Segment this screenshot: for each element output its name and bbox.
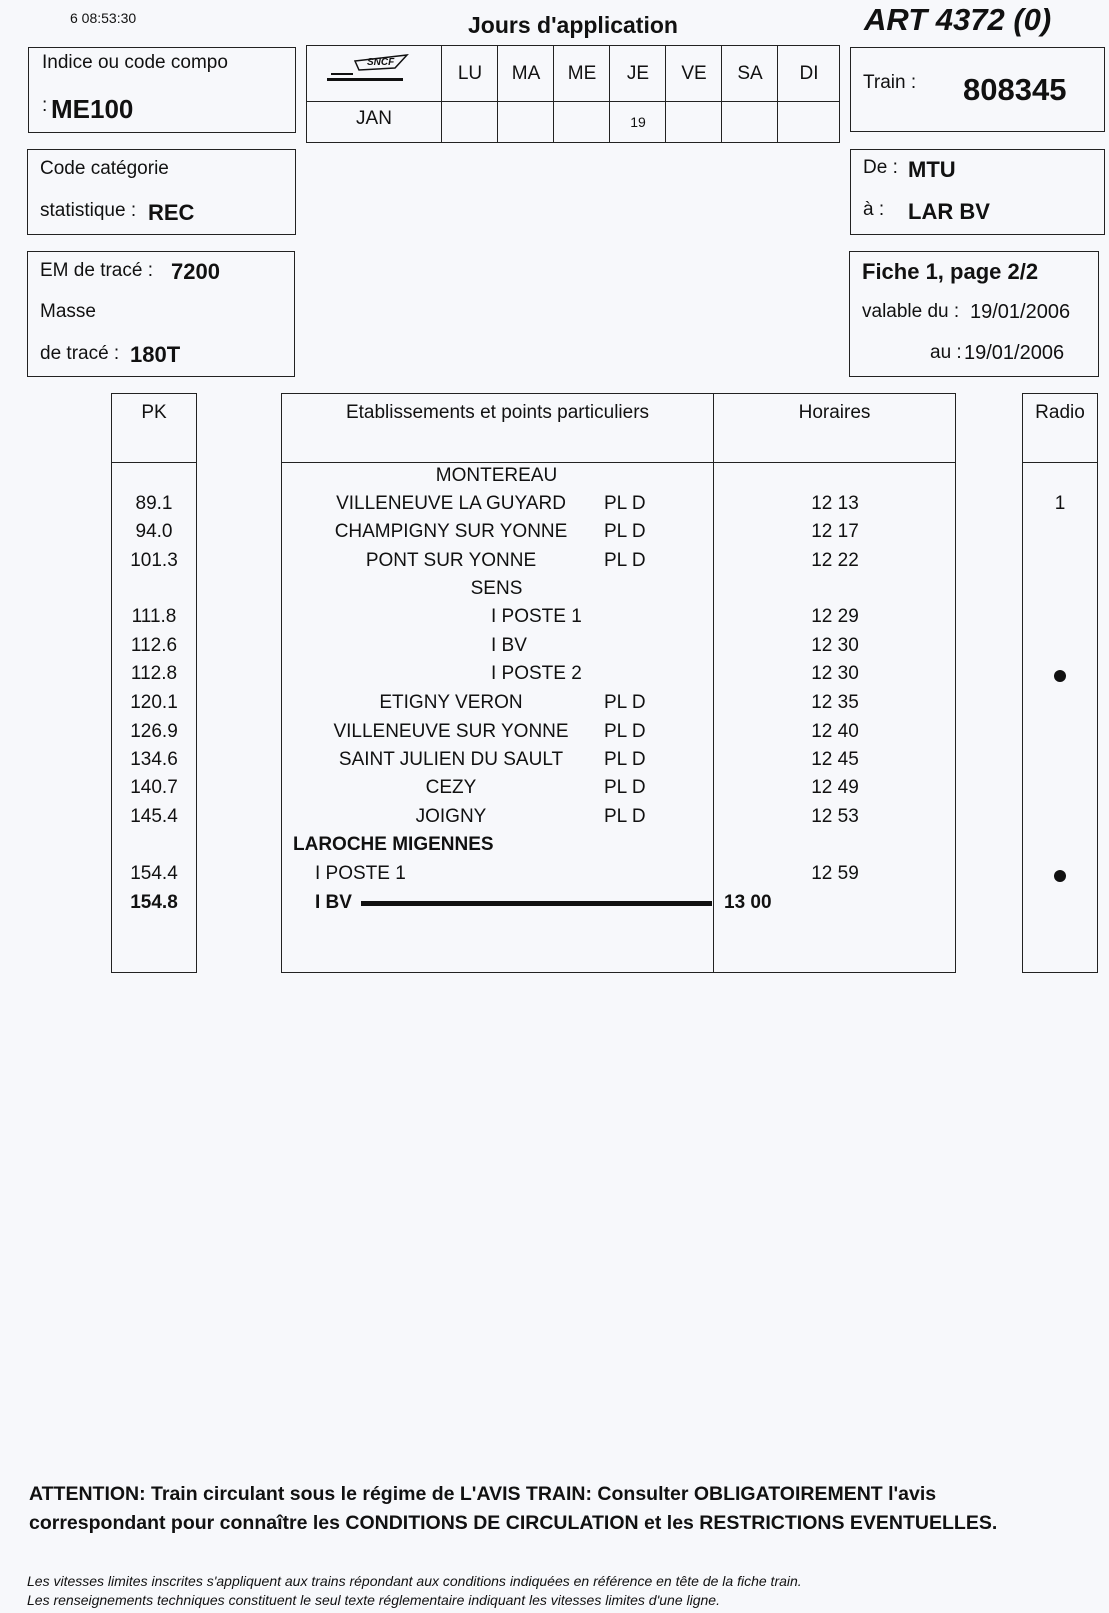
station-name: VILLENEUVE SUR YONNE	[333, 721, 569, 742]
day-label: ME	[567, 63, 597, 84]
pk-value: 111.8	[131, 606, 177, 627]
fiche-title: Fiche 1, page 2/2	[862, 259, 1039, 284]
pk-header: PK	[141, 402, 167, 423]
day-label: VE	[681, 63, 707, 84]
warning-line-1: ATTENTION: Train circulant sous le régime de L'AVIS TRAIN: Consulter OBLIGATOIREMENT l'avis	[29, 1483, 937, 1505]
day-col-di	[777, 46, 839, 142]
pk-value: 112.8	[130, 663, 178, 684]
em-label-2: Masse	[40, 301, 96, 322]
day-value: 19	[630, 114, 646, 130]
day-col-ma	[497, 46, 553, 142]
em-box	[27, 251, 295, 377]
warning-line-2: correspondant pour connaître les CONDITIONS DE CIRCULATION et les RESTRICTIONS EVENTUELLES.	[29, 1512, 998, 1534]
day-col-ve	[665, 46, 721, 142]
station-time: 12 59	[811, 863, 859, 884]
station-time: 12 17	[811, 521, 859, 542]
etab-header: Etablissements et points particuliers	[345, 402, 650, 423]
radio-dot	[1054, 670, 1066, 682]
station-code: PL D	[604, 692, 646, 713]
pk-value: 126.9	[130, 721, 178, 742]
station-name: CHAMPIGNY SUR YONNE	[334, 521, 568, 542]
pk-value: 94.0	[135, 521, 173, 542]
fiche-valid-to-label: au :	[930, 342, 962, 363]
pk-value: 154.8	[130, 892, 178, 913]
radio-header: Radio	[1035, 402, 1085, 423]
station-time: 12 13	[811, 493, 859, 514]
pk-header-divider	[112, 462, 196, 463]
timestamp: 6 08:53:30	[70, 10, 137, 26]
radio-dot	[1054, 870, 1066, 882]
art-title: ART 4372 (0)	[864, 2, 1052, 37]
day-label: JE	[626, 63, 650, 84]
em-label-3: de tracé :	[40, 343, 120, 364]
sncf-logo	[325, 54, 411, 88]
fiche-valid-from: 19/01/2006	[970, 301, 1071, 323]
station-name: I POSTE 1	[491, 606, 582, 627]
station-time: 12 53	[811, 806, 859, 827]
days-title: Jours d'application	[468, 12, 678, 38]
station-time: 12 35	[811, 692, 859, 713]
station-time: 12 30	[811, 663, 859, 684]
radio-column	[1022, 393, 1098, 973]
station-time: 13 00	[724, 892, 772, 913]
days-month: JAN	[356, 108, 392, 129]
pk-value: 145.4	[130, 806, 178, 827]
day-label: MA	[511, 63, 541, 84]
day-col-me	[553, 46, 609, 142]
arrival-rule	[361, 901, 712, 906]
day-label: SA	[737, 63, 763, 84]
station-time: 12 40	[811, 721, 859, 742]
train-label: Train :	[863, 72, 917, 93]
radio-value: 1	[1054, 493, 1066, 514]
day-label: LU	[457, 63, 483, 84]
horaires-divider	[713, 394, 714, 972]
train-box	[850, 47, 1105, 132]
station-time: 12 29	[811, 606, 859, 627]
categorie-label-1: Code catégorie	[40, 158, 169, 179]
station-name: LAROCHE MIGENNES	[293, 834, 494, 855]
categorie-label-2: statistique :	[40, 200, 137, 221]
station-code: PL D	[604, 493, 646, 514]
route-from: MTU	[908, 157, 956, 182]
radio-header-divider	[1023, 462, 1097, 463]
pk-value: 101.3	[130, 550, 178, 571]
station-code: PL D	[604, 721, 646, 742]
station-code: PL D	[604, 521, 646, 542]
station-name: PONT SUR YONNE	[365, 550, 537, 571]
fiche-valid-from-label: valable du :	[862, 301, 960, 322]
day-col-je	[609, 46, 665, 142]
indice-box	[28, 47, 296, 133]
pk-value: 154.4	[130, 863, 178, 884]
pk-value: 112.6	[130, 635, 178, 656]
train-number: 808345	[963, 72, 1067, 107]
day-label: DI	[799, 63, 819, 84]
etab-header-divider	[282, 462, 955, 463]
horaires-header: Horaires	[798, 402, 871, 423]
station-code: PL D	[604, 806, 646, 827]
pk-value: 140.7	[130, 777, 178, 798]
footer-line-2: Les renseignements techniques constituent le seul texte réglementaire indiquant les vitesses limites d'une ligne.	[27, 1592, 720, 1608]
station-name: SENS	[470, 578, 523, 599]
fiche-box	[849, 251, 1099, 377]
station-code: PL D	[604, 550, 646, 571]
station-time: 12 49	[811, 777, 859, 798]
route-from-label: De :	[863, 157, 898, 178]
station-name: MONTEREAU	[435, 465, 558, 486]
station-name: JOIGNY	[415, 806, 487, 827]
day-col-lu	[441, 46, 497, 142]
day-col-sa	[721, 46, 777, 142]
categorie-value: REC	[148, 200, 195, 225]
station-name: SAINT JULIEN DU SAULT	[338, 749, 564, 770]
route-to: LAR BV	[908, 199, 990, 224]
pk-value: 120.1	[130, 692, 178, 713]
station-name: ETIGNY VERON	[379, 692, 523, 713]
em-label-1: EM de tracé :	[40, 260, 153, 281]
station-time: 12 30	[811, 635, 859, 656]
days-grid	[306, 45, 840, 143]
pk-value: 89.1	[135, 493, 173, 514]
station-name: VILLENEUVE LA GUYARD	[336, 493, 566, 514]
sncf-logo-text: SNCF	[367, 57, 395, 68]
station-name: I POSTE 2	[491, 663, 582, 684]
indice-label: Indice ou code compo	[42, 52, 228, 73]
em-value-1: 7200	[171, 259, 220, 284]
indice-value: ME100	[51, 94, 134, 124]
station-name: I BV	[315, 892, 352, 913]
station-code: PL D	[604, 777, 646, 798]
station-time: 12 45	[811, 749, 859, 770]
indice-colon: :	[42, 95, 48, 116]
pk-value: 134.6	[130, 749, 178, 770]
route-box	[850, 149, 1105, 235]
footer-line-1: Les vitesses limites inscrites s'appliquent aux trains répondant aux conditions indiquées en référence en tête de la fiche train.	[27, 1573, 802, 1589]
station-name: CEZY	[425, 777, 477, 798]
station-name: I POSTE 1	[315, 863, 406, 884]
categorie-box	[27, 149, 296, 235]
station-time: 12 22	[811, 550, 859, 571]
em-value-3: 180T	[130, 342, 181, 367]
station-name: I BV	[491, 635, 527, 656]
avis-train-warning	[29, 1480, 997, 1538]
fiche-valid-to: 19/01/2006	[964, 342, 1065, 364]
route-to-label: à :	[863, 199, 885, 220]
station-code: PL D	[604, 749, 646, 770]
